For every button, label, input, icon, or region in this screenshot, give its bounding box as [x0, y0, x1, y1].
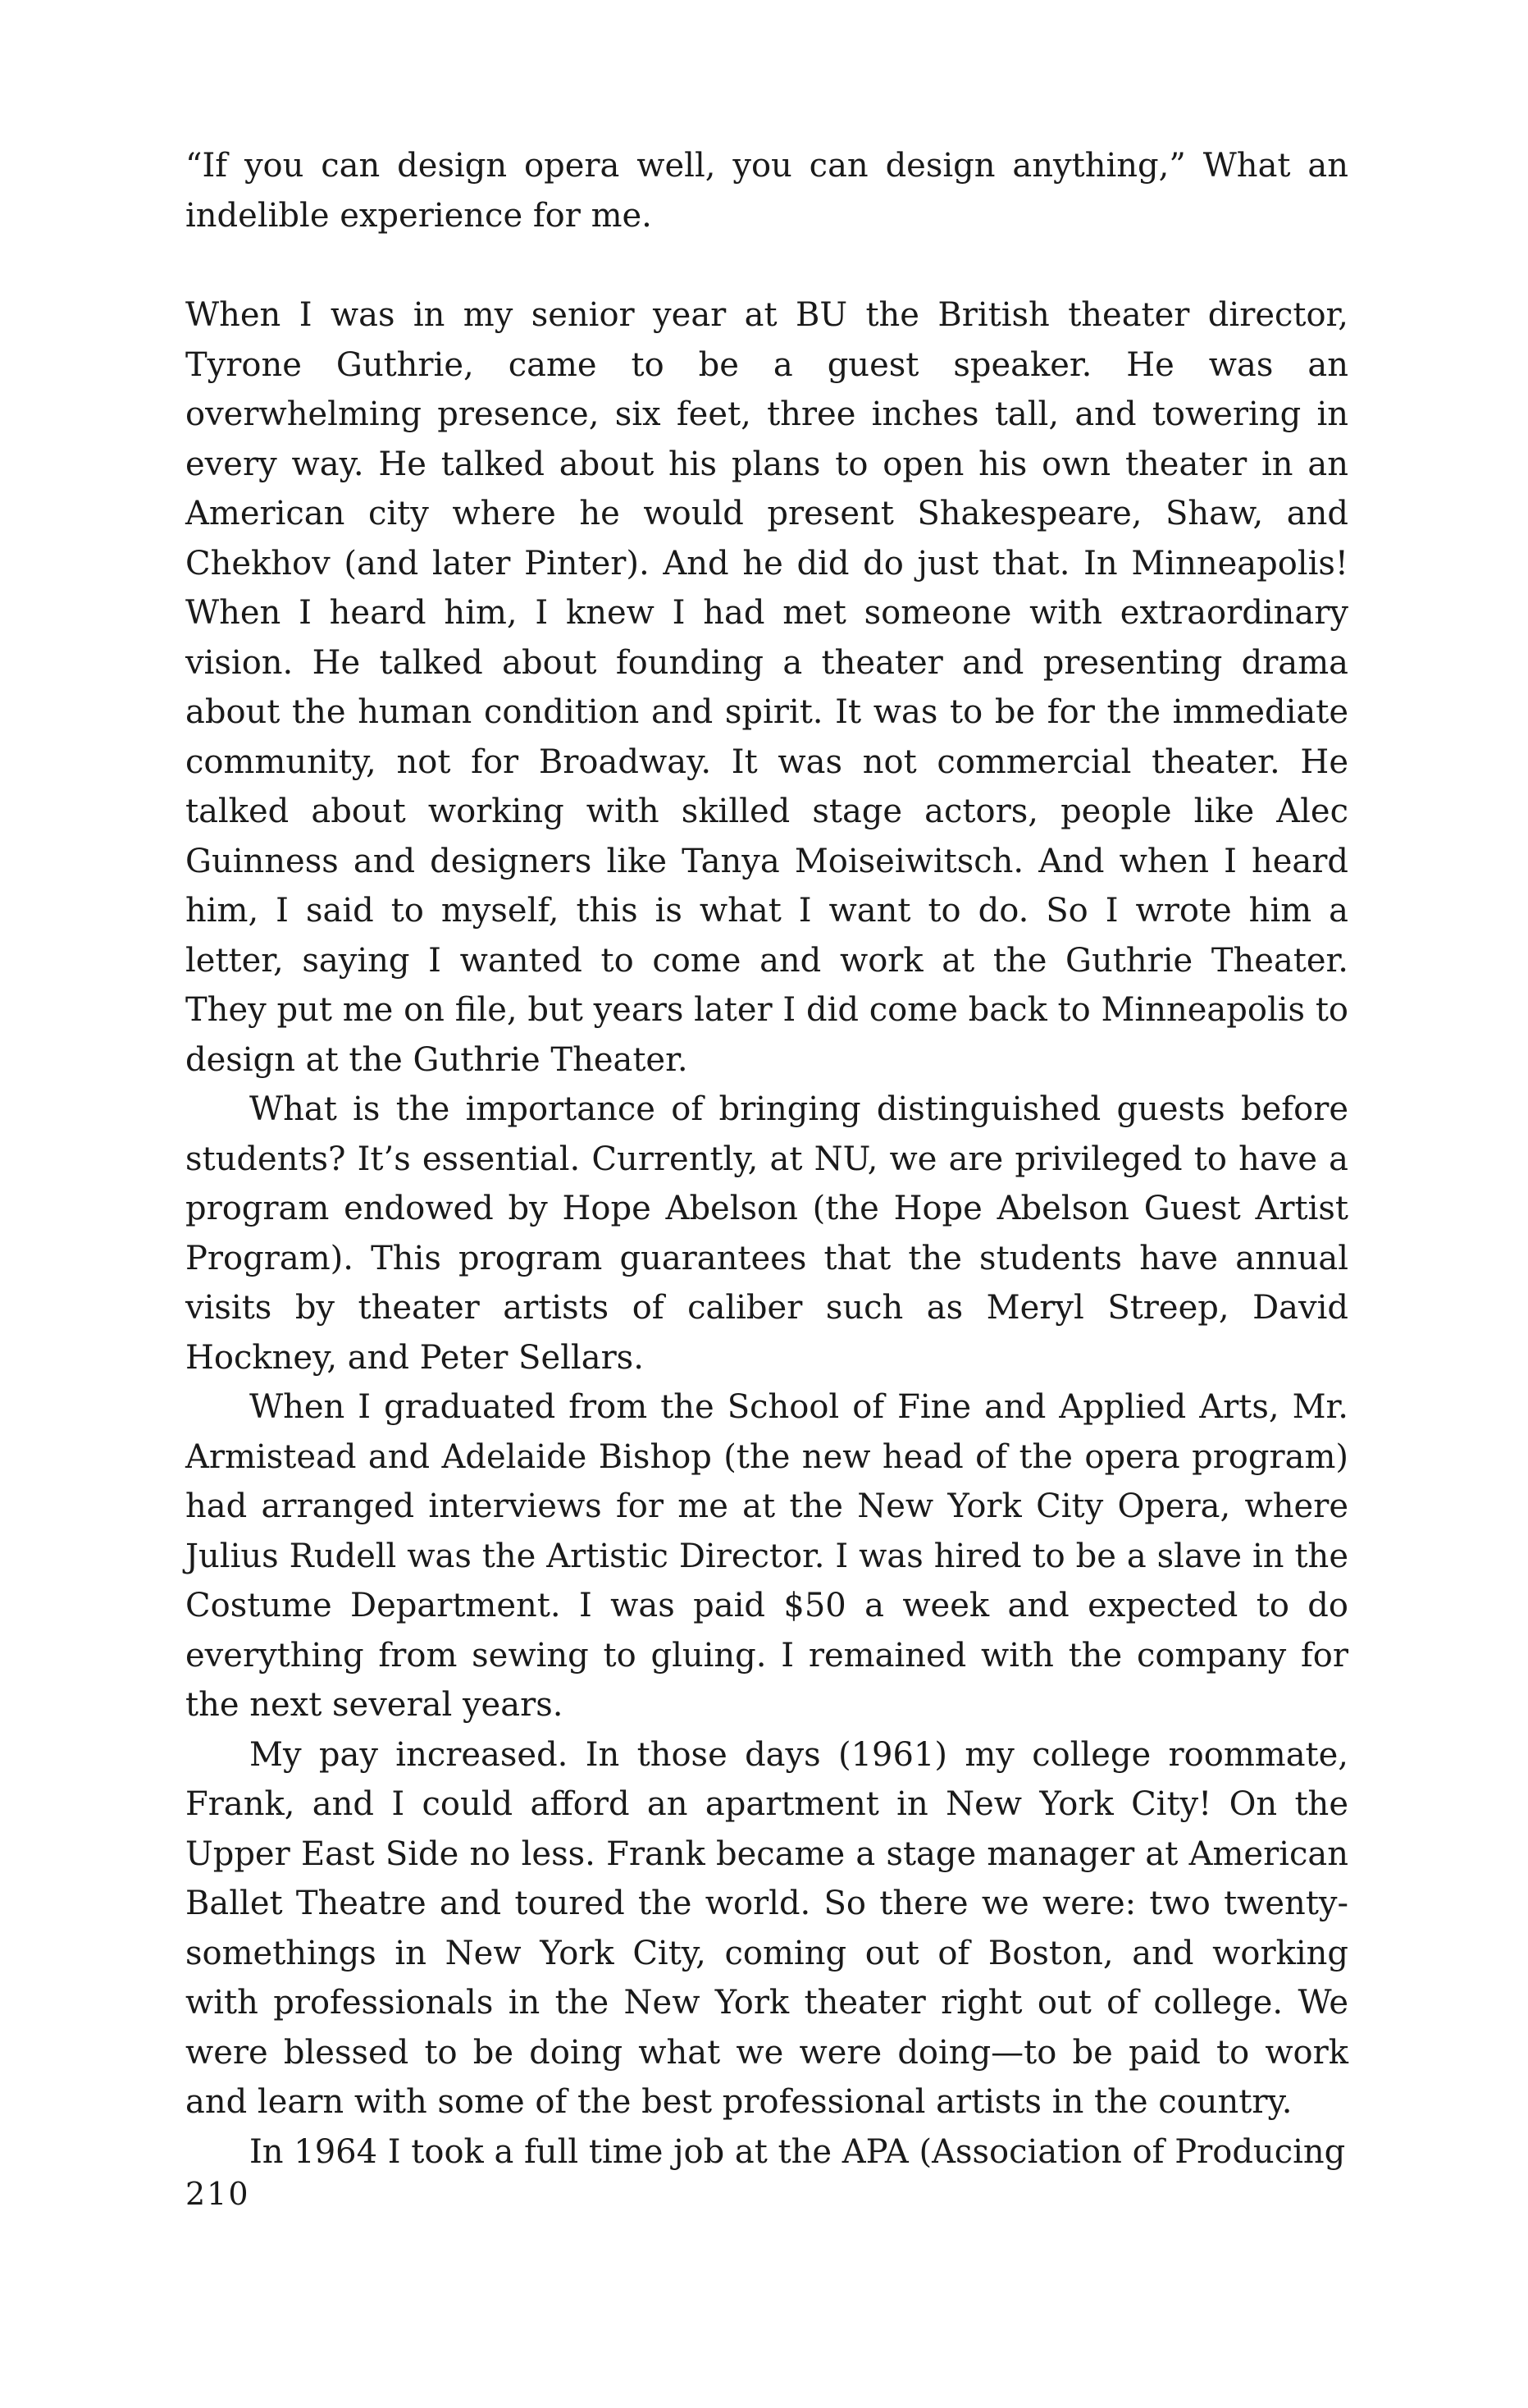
paragraph-apa: In 1964 I took a full time job at the APA (Association of Producing: [249, 2132, 1346, 2171]
page-number: 210: [185, 2176, 250, 2212]
paragraph-guest-artists: What is the importance of bringing distinguished guests before students? It’s essential. Currently, at NU, we are privileged to have a program endowed by Hope Abelson (the Hope Abelson Guest Artist Program). This program guarantees that the students have annual visits by theater artists of caliber such as Meryl Streep, David Hockney, and Peter Sellars.: [185, 1090, 1348, 1377]
body-text: [185, 141, 1348, 2177]
paragraph-opening-quote: “If you can design opera well, you can design anything,” What an indelible experience for me.: [185, 147, 1348, 235]
paragraph-guthrie: When I was in my senior year at BU the British theater director, Tyrone Guthrie, came to be a guest speaker. He was an overwhelming presence, six feet, three inches tall, and towering in every way. He talked about his plans to open his own theater in an American city where he would present Shakespeare, Shaw, and Chekhov (and later Pinter). And he did do just that. In Minneapolis! When I heard him, I knew I had met someone with extraordinary vision. He talked about founding a theater and presenting drama about the human condition and spirit. It was to be for the immediate community, not for Broadway. It was not commercial theater. He talked about working with skilled stage actors, people like Alec Guinness and designers like Tanya Moiseiwitsch. And when I heard him, I said to myself, this is what I want to do. So I wrote him a letter, saying I wanted to come and work at the Guthrie Theater. They put me on file, but years later I did come back to Minneapolis to design at the Guthrie Theater.: [185, 296, 1348, 1079]
paragraph-new-york: My pay increased. In those days (1961) my college roommate, Frank, and I could afford an apartment in New York City! On the Upper East Side no less. Frank became a stage manager at American Ballet Theatre and toured the world. So there we were: two twenty-somethings in New York City, coming out of Boston, and working with professionals in the New York theater right out of college. We were blessed to be doing what we were doing—to be paid to work and learn with some of the best professional artists in the country.: [185, 1735, 1348, 2121]
paragraph-city-opera: When I graduated from the School of Fine and Applied Arts, Mr. Armistead and Adelaide Bishop (the new head of the opera program) had arranged interviews for me at the New York City Opera, where Julius Rudell was the Artistic Director. I was hired to be a slave in the Costume Department. I was paid $50 a week and expected to do everything from sewing to gluing. I remained with the company for the next several years.: [185, 1388, 1348, 1724]
